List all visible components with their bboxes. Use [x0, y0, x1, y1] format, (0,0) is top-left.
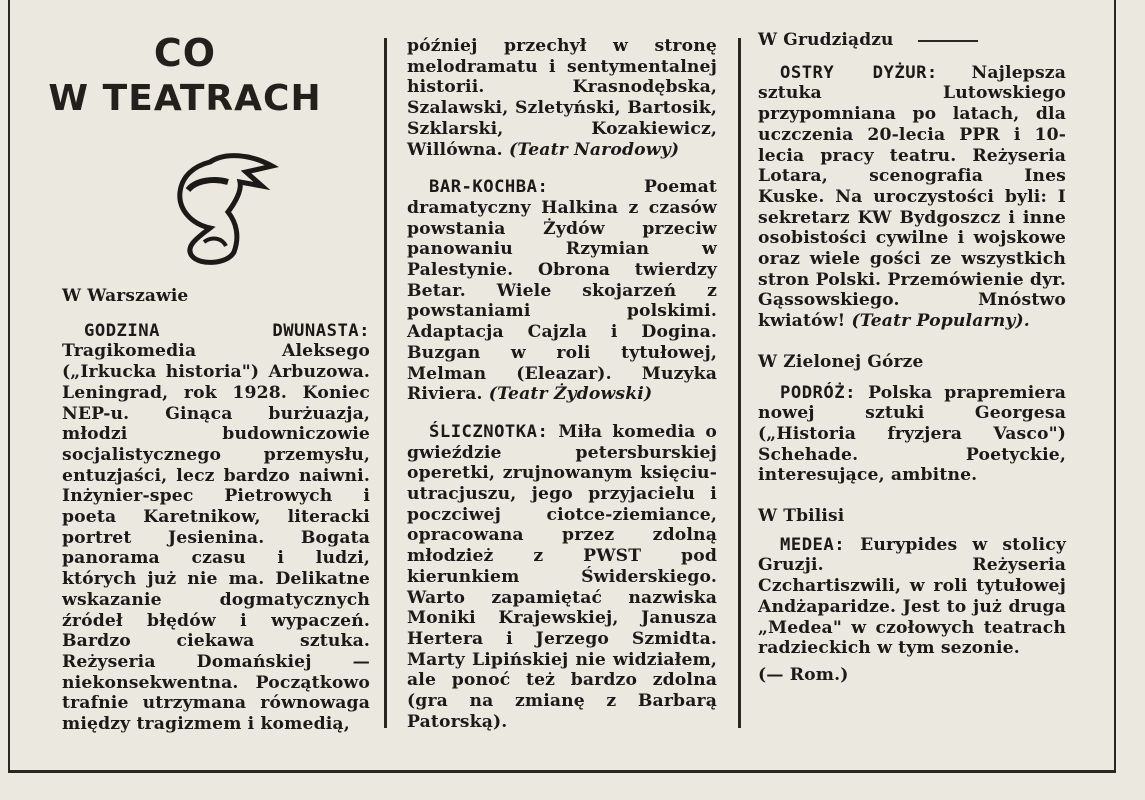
text-slicznotka: Miła komedia o gwieździe petersburskiej operetki, zrujnowanym księciu-utracjuszu, jego przyjacielu i poczciwej ciotce-ziemiance, opracowana przez zdolną młodzież z PWST pod kierunkiem Świderskiego. Warto zapamiętać nazwiska Moniki Krajewskiej, Janusza Hertera i Jerzego Szmidta. Marty Lipińskiej nie widziałem, ale ponoć też bardzo zdolna (gra na zmianę z Barbarą Patorską). — [407, 421, 718, 732]
column-1 — [62, 286, 370, 735]
heading-line1: CO — [153, 31, 217, 75]
column-2 — [407, 36, 717, 750]
title-godzina: GODZINA DWUNASTA: — [84, 320, 370, 341]
heading-line2: W TEATRACH — [48, 78, 322, 119]
article-slicznotka — [407, 422, 717, 733]
city-grudziadz-label: W Grudziądzu — [758, 30, 894, 50]
article-godzina — [62, 321, 370, 735]
article-podroz — [758, 383, 1066, 487]
venue-zydowski: (Teatr Żydowski) — [488, 384, 653, 405]
title-podroz: PODRÓŻ: — [780, 382, 856, 403]
title-slicznotka: ŚLICZNOTKA: — [429, 421, 549, 442]
article-bar-kochba — [407, 177, 717, 405]
article-medea — [758, 535, 1066, 659]
author-signature: (— Rom.) — [758, 664, 849, 685]
article-continuation — [407, 36, 717, 160]
city-zielona-gora: W Zielonej Górze — [758, 351, 924, 372]
venue-popularny: (Teatr Popularny). — [851, 311, 1030, 332]
title-bar-kochba: BAR-KOCHBA: — [429, 177, 549, 198]
column-divider-1 — [384, 38, 387, 728]
title-ostry-dyzur: OSTRY DYŻUR: — [780, 62, 938, 83]
city-warszawa: W Warszawie — [62, 286, 189, 306]
article-ostry-dyzur — [758, 63, 1066, 332]
text-continuation: później przechył w stronę melodramatu i sentymentalnej historii. Krasnodębska, Szalawski, Szletyński, Bartosik, Szklarski, Kozakiewicz, Willówna. — [407, 36, 717, 160]
column-divider-2 — [738, 38, 741, 728]
section-heading — [30, 30, 340, 122]
illustration-head-icon — [170, 152, 280, 270]
city-tbilisi: W Tbilisi — [758, 506, 845, 527]
column-3 — [758, 30, 1066, 686]
city-rule — [918, 40, 978, 42]
text-medea: Eurypides w stolicy Gruzji. Reżyseria Czchartiszwili, w roli tytułowej Andżaparidze. Jest to już druga „Medea" w czołowych teatrach radzieckich w tym sezonie. — [758, 534, 1066, 659]
text-bar-kochba: Poemat dramatyczny Halkina z czasów powstania Żydów przeciw panowaniu Rzymian w Palestynie. Obrona twierdzy Betar. Wiele skojarzeń z powstaniami polskimi. Adaptacja Cajzla i Dogina. Buzgan w roli tytułowej, Melman (Eleazar). Muzyka Riviera. — [407, 177, 717, 405]
venue-narodowy: (Teatr Narodowy) — [508, 139, 680, 160]
city-grudziadz — [758, 30, 1066, 51]
text-podroz: Polska prapremiera nowej sztuki Georgesa („Historia fryzjera Vasco") Schehade. Poetyckie, interesujące, ambitne. — [758, 382, 1066, 486]
text-godzina: Tragikomedia Aleksego („Irkucka historia") Arbuzowa. Leningrad, rok 1928. Koniec NEP-u. Ginąca burżuazja, młodzi budowniczowie socjalistycznego przemysłu, entuzjaści, lecz bardzo naiwni. Inżynier-spec Pietrowych i poeta Karetnikow, literacki portret Jesienina. Bogata panorama czasu i ludzi, których już nie ma. Delikatne wskazanie dogmatycznych źródeł błędów i wypaczeń. Bardzo ciekawa sztuka. Reżyseria Domańskiej — niekonsekwentna. Początkowo trafnie utrzymana równowaga między tragizmem i komedią, — [62, 341, 370, 735]
text-ostry-dyzur: Najlepsza sztuka Lutowskiego przypomniana po latach, dla uczczenia 20-lecia PPR i 10-lecia pracy teatru. Reżyseria Lotara, scenografia Ines Kuske. Na uroczystości byli: I sekretarz KW Bydgoszcz i inne osobistości cywilne i wojskowe oraz wiele gości ze wszystkich stron Polski. Przemówienie dyr. Gąssowskiego. Mnóstwo kwiatów! — [758, 62, 1066, 332]
title-medea: MEDEA: — [780, 534, 846, 555]
